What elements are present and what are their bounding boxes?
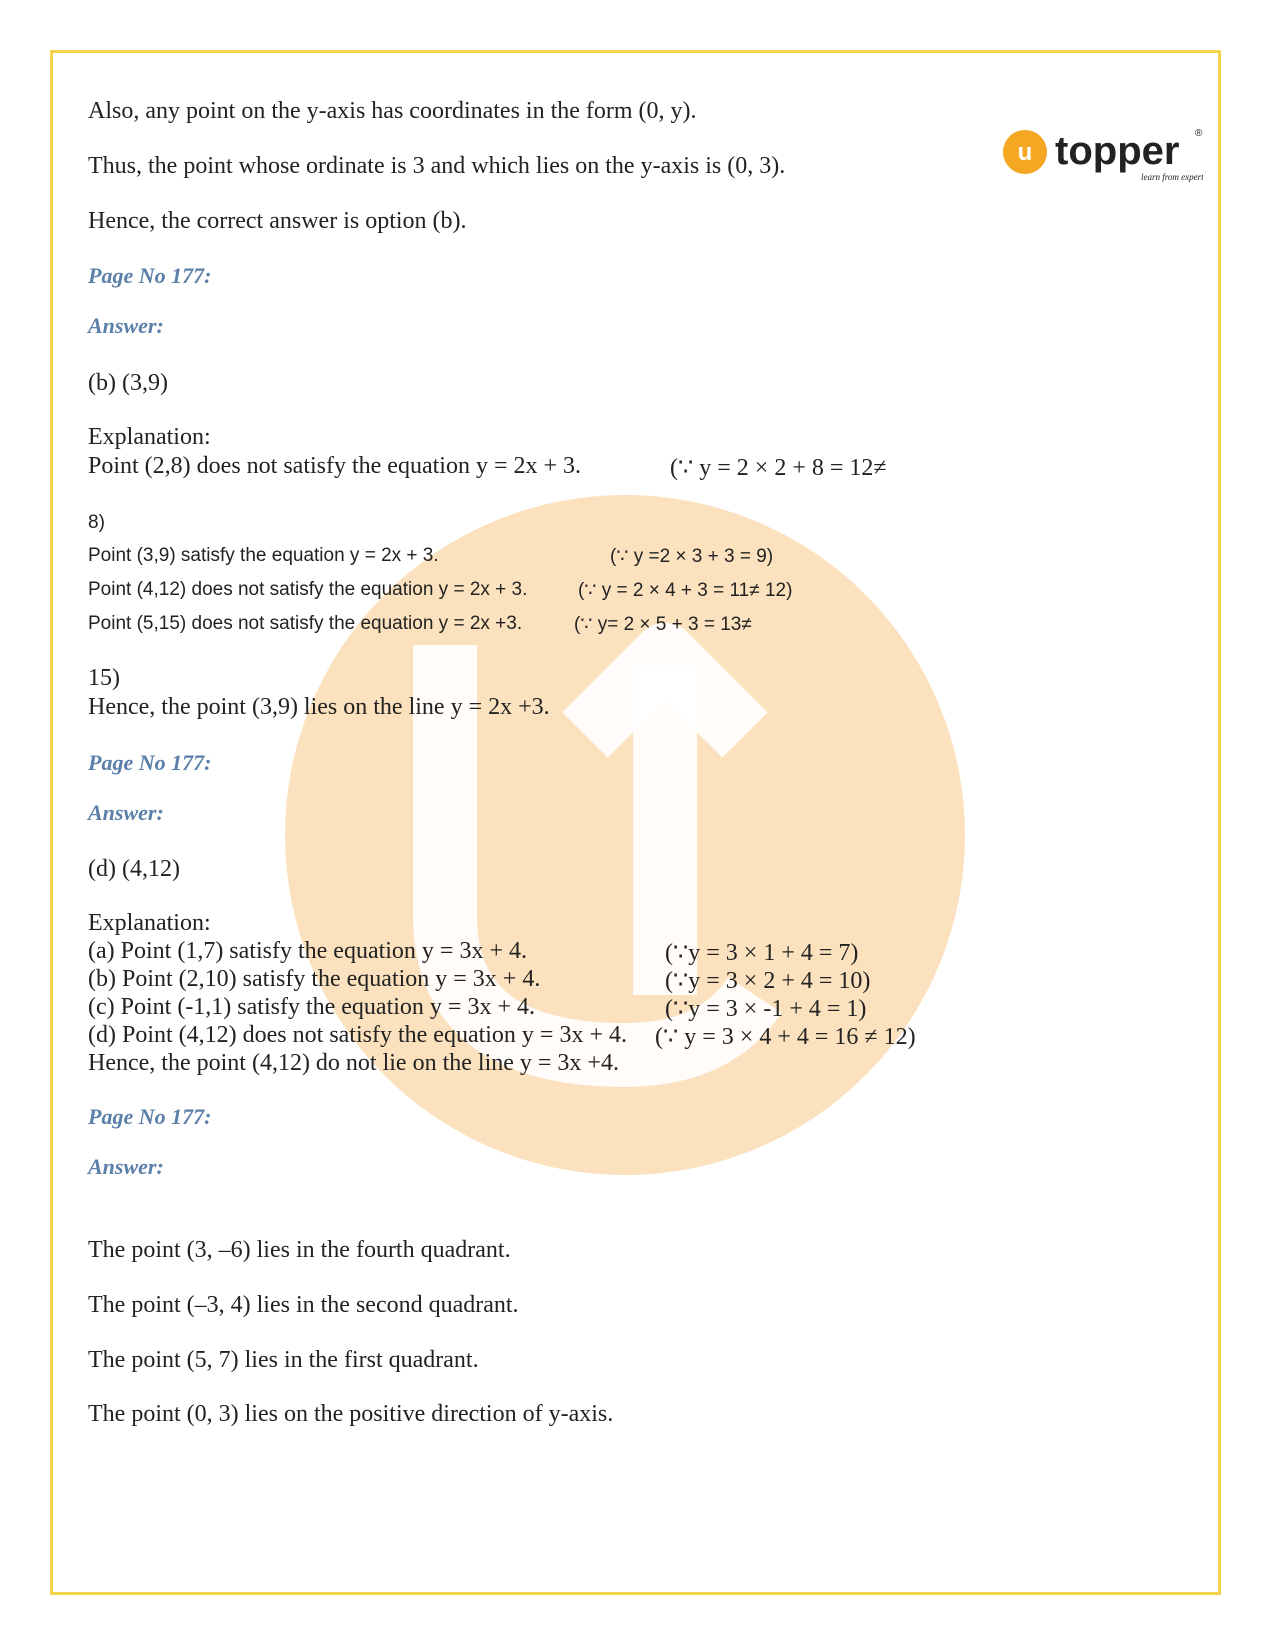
explanation-line: Point (4,12) does not satisfy the equation y = 2x + 3. <box>88 579 528 600</box>
svg-text:topper: topper <box>1055 129 1180 173</box>
conclusion-text: Hence, the point (3,9) lies on the line y = 2x +3. <box>88 694 550 720</box>
explanation-calc: (∵y = 3 × -1 + 4 = 1) <box>665 996 867 1022</box>
explanation-line: (c) Point (-1,1) satisfy the equation y = 3x + 4. <box>88 994 535 1020</box>
explanation-label: Explanation: <box>88 424 211 450</box>
explanation-calc: (∵ y= 2 × 5 + 3 = 13≠ <box>574 614 752 635</box>
text-line: Also, any point on the y-axis has coordinates in the form (0, y). <box>88 98 697 124</box>
answer-heading: Answer: <box>88 800 164 825</box>
answer-text: (b) (3,9) <box>88 370 168 396</box>
explanation-calc: (∵y = 3 × 1 + 4 = 7) <box>665 940 859 966</box>
explanation-line: (a) Point (1,7) satisfy the equation y = 3x + 4. <box>88 938 527 964</box>
explanation-calc: (∵y = 3 × 2 + 4 = 10) <box>665 968 871 994</box>
explanation-calc: (∵ y = 2 × 4 + 3 = 11≠ 12) <box>578 580 793 601</box>
explanation-calc: (∵ y = 3 × 4 + 4 = 16 ≠ 12) <box>655 1024 916 1050</box>
explanation-line: (d) Point (4,12) does not satisfy the equation y = 3x + 4. <box>88 1022 628 1048</box>
explanation-line: 15) <box>88 665 120 691</box>
text-line: The point (3, –6) lies in the fourth quadrant. <box>88 1237 511 1263</box>
conclusion-text: Hence, the point (4,12) do not lie on the line y = 3x +4. <box>88 1050 619 1076</box>
text-line: The point (–3, 4) lies in the second quadrant. <box>88 1292 519 1318</box>
answer-text: (d) (4,12) <box>88 856 180 882</box>
text-line: The point (0, 3) lies on the positive direction of y-axis. <box>88 1401 614 1427</box>
answer-heading: Answer: <box>88 313 164 338</box>
text-line: The point (5, 7) lies in the first quadrant. <box>88 1347 479 1373</box>
page-number-heading: Page No 177: <box>88 1104 212 1129</box>
page-number-heading: Page No 177: <box>88 750 212 775</box>
svg-text:learn from experts: learn from experts <box>1141 172 1203 182</box>
answer-heading: Answer: <box>88 1154 164 1179</box>
explanation-label: Explanation: <box>88 910 211 936</box>
svg-text:®: ® <box>1195 128 1203 139</box>
explanation-line: Point (3,9) satisfy the equation y = 2x + 3. <box>88 545 439 566</box>
explanation-line: 8) <box>88 512 105 533</box>
topper-logo-mark <box>1003 128 1203 190</box>
explanation-line: Point (5,15) does not satisfy the equation y = 2x +3. <box>88 613 523 634</box>
text-line: Hence, the correct answer is option (b). <box>88 208 467 234</box>
topper-logo <box>1003 128 1203 190</box>
svg-text:u: u <box>1017 139 1033 166</box>
explanation-line: Point (2,8) does not satisfy the equation y = 2x + 3. <box>88 453 582 479</box>
page-number-heading: Page No 177: <box>88 263 212 288</box>
explanation-calc: (∵ y =2 × 3 + 3 = 9) <box>610 546 774 567</box>
text-line: Thus, the point whose ordinate is 3 and which lies on the y-axis is (0, 3). <box>88 153 786 179</box>
explanation-calc: (∵ y = 2 × 2 + 8 = 12≠ <box>670 455 887 481</box>
explanation-line: (b) Point (2,10) satisfy the equation y = 3x + 4. <box>88 966 541 992</box>
